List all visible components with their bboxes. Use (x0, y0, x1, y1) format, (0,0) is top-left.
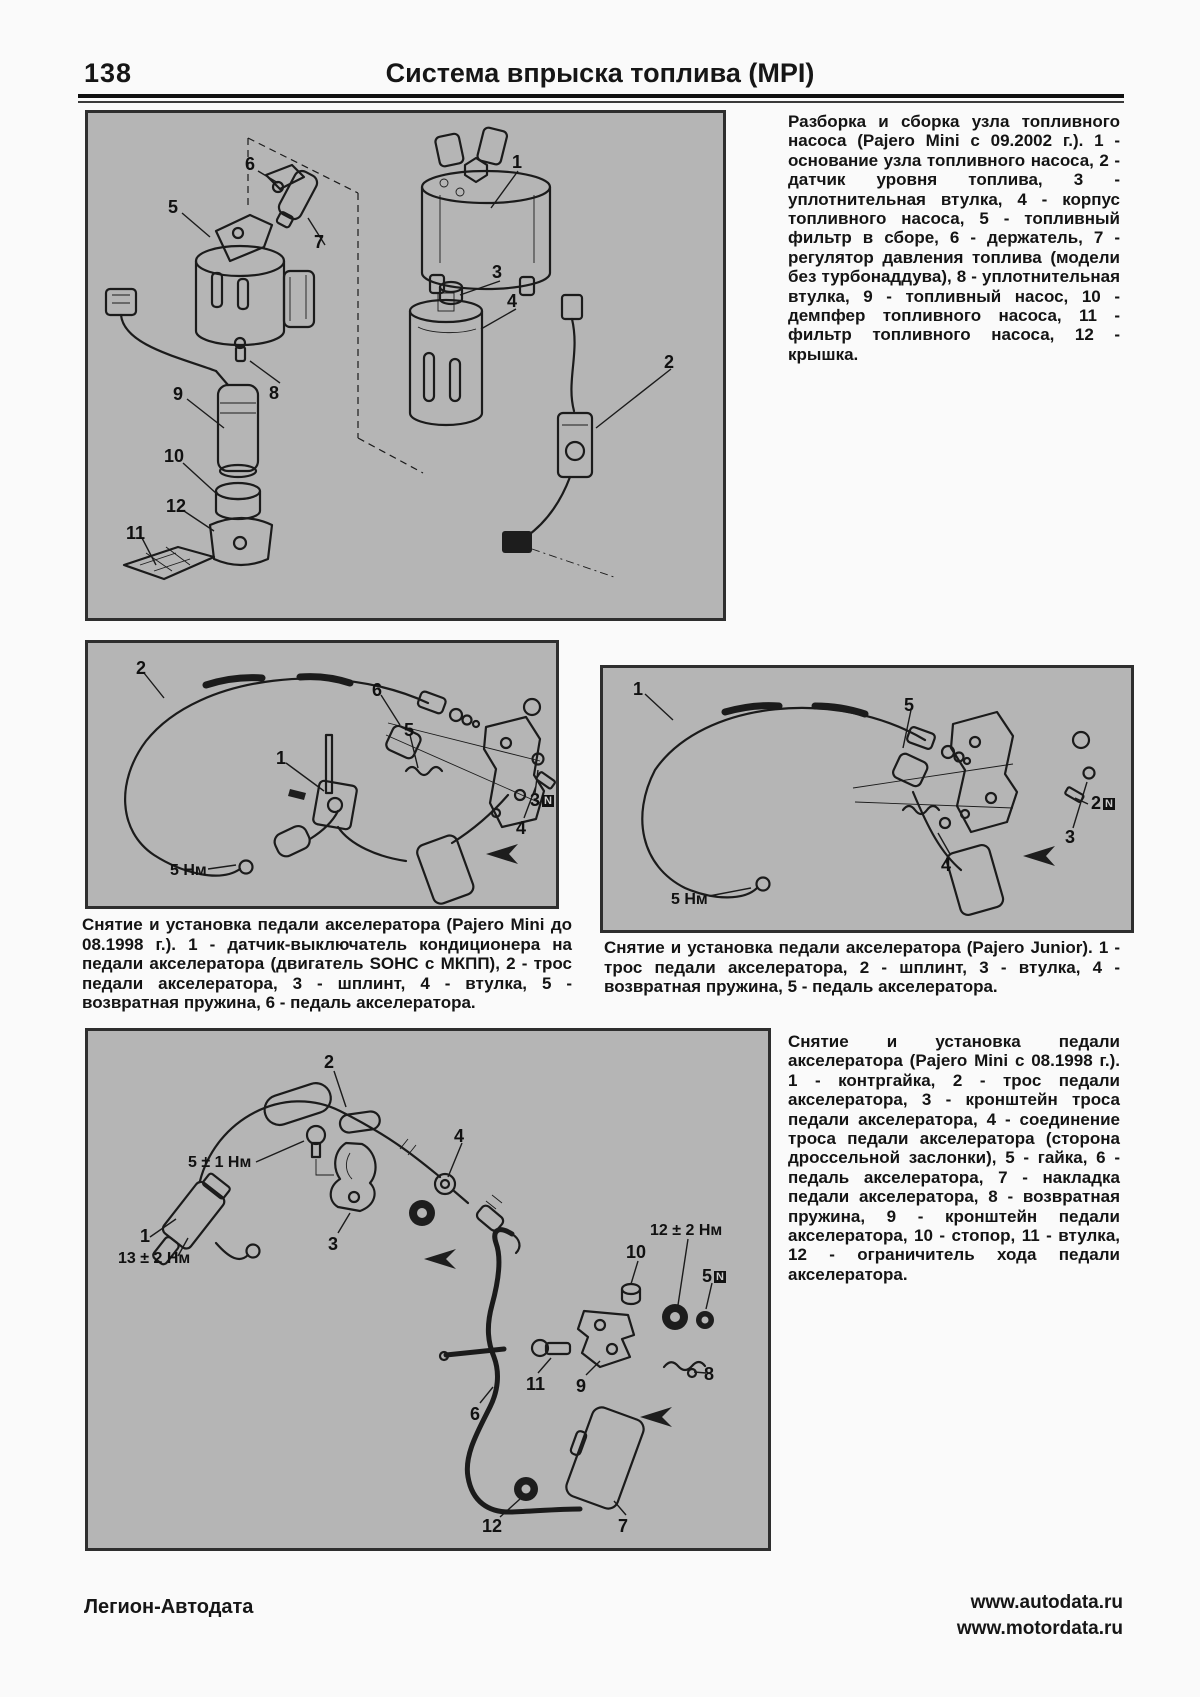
bush-bolt-part (532, 1340, 570, 1356)
callout-1: 1 (512, 152, 523, 172)
callout-5: 5 (904, 695, 915, 715)
pedal-arm-part (440, 1230, 580, 1512)
callout-10: 10 (164, 446, 185, 466)
callout-11: 11 (526, 1374, 546, 1394)
torque-label: 5 Нм (671, 891, 708, 908)
callout-8: 8 (704, 1364, 715, 1384)
site-motordata: www.motordata.ru (956, 1618, 1123, 1639)
return-spring-part (406, 767, 442, 775)
callout-3: 3 (1065, 827, 1076, 847)
callout-5: 5 (404, 720, 415, 740)
callout-2: 2 (664, 352, 675, 372)
sealing-bush-part (235, 338, 245, 361)
publisher-name: Легион-Автодата (84, 1596, 254, 1618)
direction-arrow-icon (1023, 846, 1055, 866)
fuel-pump-diagram-panel (85, 110, 726, 621)
pedal-early-diagram-panel (85, 640, 559, 909)
callout-6: 6 (470, 1404, 481, 1424)
pressure-regulator-part (271, 168, 319, 230)
callout-1: 1 (140, 1226, 151, 1246)
callout-4: 4 (454, 1126, 465, 1146)
cable-bracket-part (331, 1143, 376, 1211)
torque-bolt-label: 5 ± 1 Нм (188, 1154, 252, 1171)
pedal-bracket-part (853, 712, 1095, 832)
callout-7: 7 (618, 1516, 629, 1536)
callout-11: 11 (126, 523, 146, 543)
pedal-early-caption: Снятие и установка педали акселератора (Pajero Mini до 08.1998 г.). 1 - датчик-выключатель кондиционера на педали акселератора (двигатель SOHC с МКПП), 2 - трос педали акселератора, 3 - шплинт, 4 - втулка, 5 - возвратная пружина, 6 - педаль акселератора. (82, 915, 572, 1013)
callout-leaders (645, 694, 1088, 896)
return-spring-part (903, 806, 950, 828)
torque-label: 5 Нм (170, 862, 207, 879)
direction-arrow2-icon (640, 1407, 672, 1427)
callout-4: 4 (941, 855, 952, 875)
pedal-junior-caption: Снятие и установка педали акселератора (Pajero Junior). 1 - трос педали акселератора, 2 - шплинт, 3 - втулка, 4 - возвратная пружина, 5 - педаль акселератора. (604, 938, 1120, 997)
fuel-pump-part (216, 371, 258, 477)
stopper-part (622, 1284, 640, 1304)
pedal-bracket-part (578, 1311, 634, 1367)
callout-9: 9 (576, 1376, 587, 1396)
callout-6: 6 (245, 154, 256, 174)
damper-part (216, 483, 260, 519)
callout-5: 5 N (702, 1267, 726, 1285)
callout-3: 3 N (530, 791, 554, 809)
new-part-mark-icon: N (714, 1271, 726, 1283)
pump-base-part (422, 127, 550, 295)
torque-pedal-label: 12 ± 2 Нм (650, 1222, 723, 1239)
new-part-mark-icon: N (542, 795, 554, 807)
lock-bolt-part (307, 1126, 334, 1175)
pedal-late-diagram (88, 1031, 768, 1548)
callout-12: 12 (166, 496, 187, 516)
site-autodata: www.autodata.ru (970, 1592, 1123, 1613)
pedal-junior-diagram-panel (600, 665, 1134, 933)
callout-leaders (144, 673, 538, 869)
callout-9: 9 (173, 384, 184, 404)
accel-cable-part (125, 677, 479, 876)
callout-7: 7 (314, 232, 325, 252)
callout-2: 2 (324, 1052, 335, 1072)
accel-cable-part (642, 706, 970, 898)
fuel-level-sensor-part (502, 295, 592, 553)
callout-12: 12 (482, 1516, 503, 1536)
cover-part (210, 518, 272, 565)
pedal-late-description: Снятие и установка педали акселератора (Pajero Mini с 08.1998 г.). 1 - контргайка, 2 - трос педали акселератора, 3 - кронштейн троса педали акселератора, 4 - соединение троса педали акселератора (сторона дроссельной заслонки), 5 - гайка, 6 - педаль акселератора, 7 - накладка педали акселератора, 8 - возвратная пружина, 9 - кронштейн педали акселератора, 10 - стопор, 11 - втулка, 12 - ограничитель хода педали акселератора. (788, 1032, 1120, 1284)
callout-3: 3 (492, 262, 503, 282)
page-title: Система впрыска топлива (MPI) (385, 58, 815, 88)
header-rule-thick (78, 94, 1124, 98)
callout-leaders (142, 171, 671, 565)
callout-4: 4 (507, 291, 518, 311)
callout-1: 1 (276, 748, 287, 768)
fuel-pump-description: Разборка и сборка узла топливного насоса (Pajero Mini с 09.2002 г.). 1 - основание узла топливного насоса, 2 - датчик уровня топлива, 3 - уплотнительная втулка, 4 - корпус топливного насоса, 5 - топливный фильтр в сборе, 6 - держатель, 7 - регулятор давления топлива (модели без турбонаддува), 8 - уплотнительная втулка, 9 - топливный насос, 10 - демпфер топливного насоса, 11 - фильтр топливного насоса, 12 - крышка. (788, 112, 1120, 364)
pedal-early-diagram (88, 643, 556, 906)
fuel-filter-assembly-part (196, 215, 314, 345)
callout-2: 2 N (1091, 794, 1115, 812)
callout-6: 6 (372, 680, 383, 700)
harness-connector-part (106, 289, 216, 371)
callout-4: 4 (516, 818, 527, 838)
callout-2: 2 (136, 658, 147, 678)
page-number: 138 (84, 58, 133, 88)
direction-arrow-icon (486, 844, 518, 864)
cable-joint-part (435, 1174, 505, 1233)
fuel-pump-diagram (88, 113, 723, 618)
callout-8: 8 (269, 383, 280, 403)
pump-filter-part (124, 547, 214, 579)
direction-arrow1-icon (424, 1249, 456, 1269)
callout-10: 10 (626, 1242, 647, 1262)
pump-housing-part (410, 293, 482, 425)
callout-5: 5 (168, 197, 179, 217)
callout-3: 3 (328, 1234, 339, 1254)
header-rule-thin (78, 101, 1124, 103)
torque-cable-label: 13 ± 2 Нм (118, 1250, 191, 1267)
callout-1: 1 (633, 679, 644, 699)
float-axis-line (532, 549, 614, 577)
pedal-clip-part (891, 752, 929, 788)
return-spring-part (664, 1362, 705, 1377)
pedal-arm-part (338, 795, 508, 906)
pedal-pad-part (556, 1402, 646, 1512)
new-part-mark-icon: N (1103, 798, 1115, 810)
pedal-late-diagram-panel (85, 1028, 771, 1551)
